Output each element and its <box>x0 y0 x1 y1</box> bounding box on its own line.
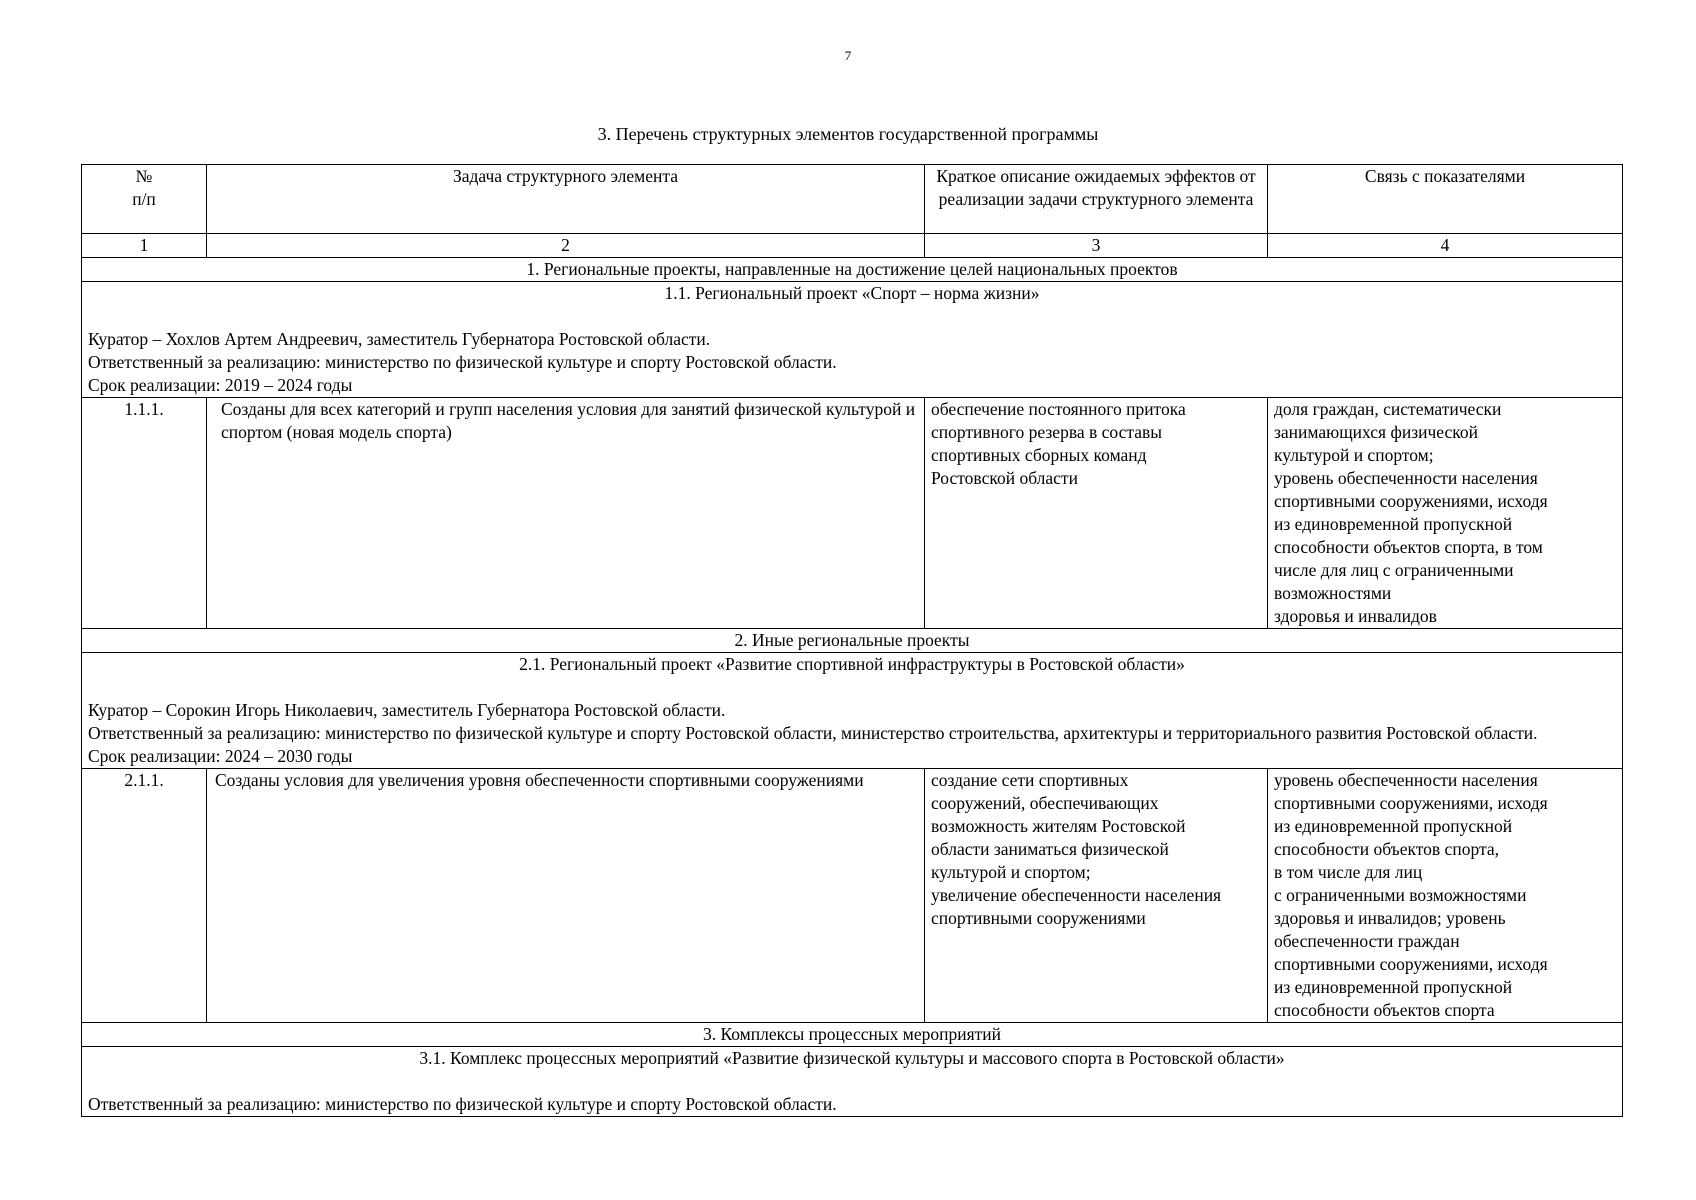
indicators-line: с ограниченными возможностями <box>1274 885 1527 905</box>
indicators-line: из единовременной пропускной <box>1274 816 1513 836</box>
item-indicators <box>1268 769 1623 1023</box>
header-num-symbol: № <box>135 166 153 186</box>
project-title: 3.1. Комплекс процессных мероприятий «Развитие физической культуры и массового спорта в Ростовской области» <box>419 1048 1285 1068</box>
column-number: 3 <box>925 234 1268 258</box>
project-row <box>82 282 1623 398</box>
effects-line: спортивного резерва в составы <box>931 422 1163 442</box>
header-indicators: Связь с показателями <box>1268 165 1623 234</box>
project-term: Срок реализации: 2019 – 2024 годы <box>88 375 353 395</box>
item-effects <box>925 769 1268 1023</box>
group-title: 3. Комплексы процессных мероприятий <box>82 1023 1623 1047</box>
indicators-line: культурой и спортом; <box>1274 445 1434 465</box>
column-number: 4 <box>1268 234 1623 258</box>
indicators-line: здоровья и инвалидов <box>1274 606 1437 626</box>
project-curator: Куратор – Сорокин Игорь Николаевич, заместитель Губернатора Ростовской области. <box>88 700 726 720</box>
indicators-line: в том числе для лиц <box>1274 862 1423 882</box>
project-term: Срок реализации: 2024 – 2030 годы <box>88 746 353 766</box>
section-title: 3. Перечень структурных элементов государственной программы <box>597 124 1099 144</box>
indicators-line: спортивными сооружениями, исходя <box>1274 954 1548 974</box>
effects-line: культурой и спортом; <box>931 862 1091 882</box>
table-row <box>82 398 1623 629</box>
item-number: 1.1.1. <box>82 398 207 629</box>
effects-line: увеличение обеспеченности населения <box>931 885 1222 905</box>
column-numbers-row <box>82 234 1623 258</box>
project-responsible: Ответственный за реализацию: министерство по физической культуре и спорту Ростовской области. <box>88 352 837 372</box>
indicators-line: из единовременной пропускной <box>1274 977 1513 997</box>
effects-line: сооружений, обеспечивающих <box>931 793 1159 813</box>
project-curator: Куратор – Хохлов Артем Андреевич, заместитель Губернатора Ростовской области. <box>88 329 711 349</box>
indicators-line: из единовременной пропускной <box>1274 514 1513 534</box>
indicators-line: обеспеченности граждан <box>1274 931 1460 951</box>
item-effects <box>925 398 1268 629</box>
page-number: 7 <box>844 48 852 63</box>
effects-line: области заниматься физической <box>931 839 1169 859</box>
group-row <box>82 1023 1623 1047</box>
indicators-line: здоровья и инвалидов; уровень <box>1274 908 1506 928</box>
project-cell <box>82 653 1623 769</box>
column-number: 1 <box>82 234 207 258</box>
indicators-line: спортивными сооружениями, исходя <box>1274 491 1548 511</box>
indicators-line: способности объектов спорта, <box>1274 839 1499 859</box>
project-cell <box>82 1047 1623 1117</box>
group-row <box>82 629 1623 653</box>
column-number: 2 <box>207 234 925 258</box>
indicators-line: уровень обеспеченности населения <box>1274 468 1538 488</box>
indicators-line: доля граждан, систематически <box>1274 399 1502 419</box>
project-row <box>82 653 1623 769</box>
indicators-line: числе для лиц с ограниченными <box>1274 560 1514 580</box>
group-title: 1. Региональные проекты, направленные на достижение целей национальных проектов <box>82 258 1623 282</box>
indicators-line: занимающихся физической <box>1274 422 1478 442</box>
effects-line: спортивными сооружениями <box>931 908 1146 928</box>
project-title: 1.1. Региональный проект «Спорт – норма жизни» <box>664 283 1040 303</box>
effects-line: создание сети спортивных <box>931 770 1129 790</box>
project-responsible: Ответственный за реализацию: министерство по физической культуре и спорту Ростовской области, министерство строительства, архитектуры и территориального развития Ростовской области. <box>88 723 1538 743</box>
header-effects: Краткое описание ожидаемых эффектов от реализации задачи структурного элемента <box>925 165 1268 234</box>
project-responsible: Ответственный за реализацию: министерство по физической культуре и спорту Ростовской области. <box>88 1094 837 1114</box>
header-task: Задача структурного элемента <box>207 165 925 234</box>
item-task: Созданы для всех категорий и групп населения условия для занятий физической культурой и спортом (новая модель спорта) <box>207 398 925 629</box>
effects-line: Ростовской области <box>931 468 1078 488</box>
table-header-row <box>82 165 1623 234</box>
project-title: 2.1. Региональный проект «Развитие спортивной инфраструктуры в Ростовской области» <box>519 654 1185 674</box>
item-number: 2.1.1. <box>82 769 207 1023</box>
indicators-line: спортивными сооружениями, исходя <box>1274 793 1548 813</box>
project-row <box>82 1047 1623 1117</box>
indicators-line: способности объектов спорта <box>1274 1000 1495 1020</box>
project-cell <box>82 282 1623 398</box>
header-num <box>82 165 207 234</box>
effects-line: обеспечение постоянного притока <box>931 399 1186 419</box>
item-task: Созданы условия для увеличения уровня обеспеченности спортивными сооружениями <box>207 769 925 1023</box>
indicators-line: возможностями <box>1274 583 1392 603</box>
structural-elements-table <box>81 164 1623 1117</box>
group-title: 2. Иные региональные проекты <box>82 629 1623 653</box>
effects-line: возможность жителям Ростовской <box>931 816 1186 836</box>
group-row <box>82 258 1623 282</box>
table-row <box>82 769 1623 1023</box>
effects-line: спортивных сборных команд <box>931 445 1147 465</box>
indicators-line: способности объектов спорта, в том <box>1274 537 1543 557</box>
item-indicators <box>1268 398 1623 629</box>
header-num-abbr: п/п <box>132 189 156 209</box>
indicators-line: уровень обеспеченности населения <box>1274 770 1538 790</box>
